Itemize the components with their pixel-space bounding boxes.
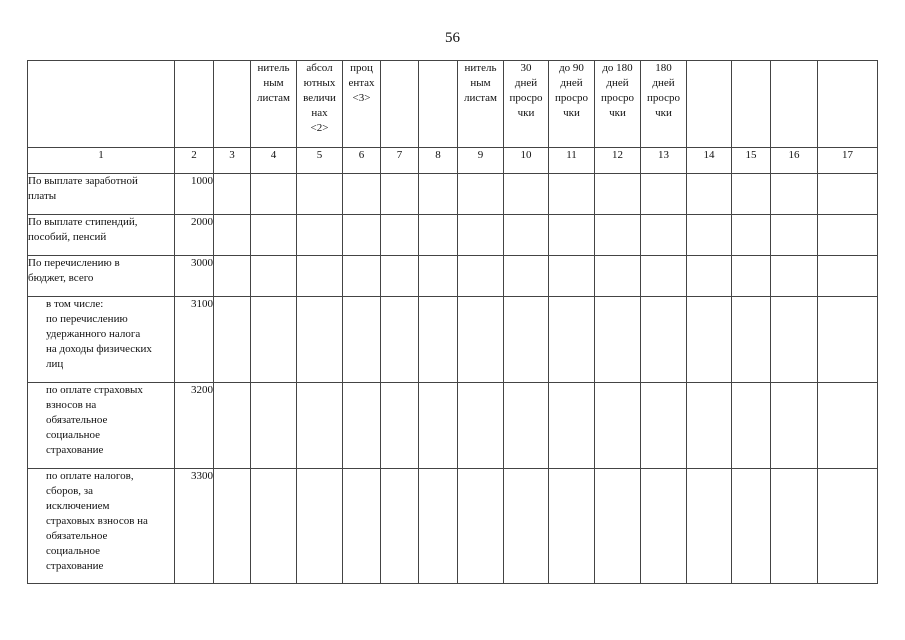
data-cell [818, 383, 878, 469]
row-code: 3100 [175, 297, 214, 383]
data-cell [687, 383, 732, 469]
data-cell [549, 469, 595, 584]
column-number: 12 [595, 148, 641, 174]
data-cell [343, 297, 381, 383]
data-cell [687, 297, 732, 383]
header-cell [771, 61, 818, 148]
data-cell [343, 215, 381, 256]
data-cell [297, 297, 343, 383]
data-cell [343, 256, 381, 297]
data-cell [419, 297, 458, 383]
column-number: 11 [549, 148, 595, 174]
data-cell [458, 215, 504, 256]
data-cell [458, 297, 504, 383]
data-cell [732, 256, 771, 297]
table-row [28, 383, 878, 469]
data-cell [251, 469, 297, 584]
row-code: 3300 [175, 469, 214, 584]
data-cell [297, 174, 343, 215]
data-cell [504, 174, 549, 215]
data-cell [595, 215, 641, 256]
page-number: 56 [445, 30, 460, 46]
data-cell [381, 256, 419, 297]
row-code: 3000 [175, 256, 214, 297]
data-cell [343, 174, 381, 215]
column-number: 15 [732, 148, 771, 174]
data-cell [504, 256, 549, 297]
data-cell [214, 297, 251, 383]
column-number: 8 [419, 148, 458, 174]
header-cell [381, 61, 419, 148]
row-code: 1000 [175, 174, 214, 215]
column-number: 4 [251, 148, 297, 174]
column-number: 3 [214, 148, 251, 174]
data-cell [251, 174, 297, 215]
column-number: 6 [343, 148, 381, 174]
data-cell [343, 383, 381, 469]
data-cell [214, 174, 251, 215]
table-row [28, 174, 878, 215]
data-cell [549, 297, 595, 383]
data-cell [687, 469, 732, 584]
header-cell [732, 61, 771, 148]
column-number: 16 [771, 148, 818, 174]
data-cell [251, 256, 297, 297]
table-row [28, 297, 878, 383]
data-cell [595, 174, 641, 215]
data-cell [297, 469, 343, 584]
data-cell [297, 215, 343, 256]
column-number: 7 [381, 148, 419, 174]
data-cell [504, 383, 549, 469]
data-cell [251, 215, 297, 256]
data-cell [214, 469, 251, 584]
data-cell [595, 297, 641, 383]
data-cell [381, 174, 419, 215]
data-cell [381, 469, 419, 584]
data-cell [504, 297, 549, 383]
row-code: 2000 [175, 215, 214, 256]
data-cell [687, 174, 732, 215]
data-cell [458, 469, 504, 584]
data-cell [641, 256, 687, 297]
header-row [28, 61, 878, 148]
data-cell [818, 174, 878, 215]
header-cell [175, 61, 214, 148]
row-label: По выплате стипендий, пособий, пенсий [28, 215, 175, 256]
data-cell [595, 256, 641, 297]
row-label: По перечислению в бюджет, всего [28, 256, 175, 297]
data-cell [641, 297, 687, 383]
header-cell: абсол ютных величи нах <2> [297, 61, 343, 148]
data-cell [641, 215, 687, 256]
data-cell [458, 174, 504, 215]
column-number-row [28, 148, 878, 174]
header-cell: до 90 дней просро чки [549, 61, 595, 148]
data-cell [419, 469, 458, 584]
data-cell [251, 297, 297, 383]
data-cell [641, 469, 687, 584]
data-cell [732, 469, 771, 584]
column-number: 10 [504, 148, 549, 174]
header-cell: 180 дней просро чки [641, 61, 687, 148]
column-number: 13 [641, 148, 687, 174]
data-cell [458, 256, 504, 297]
data-cell [732, 174, 771, 215]
data-cell [549, 383, 595, 469]
column-number: 1 [28, 148, 175, 174]
row-label: по оплате налогов, сборов, за исключением страховых взносов на обязательное социальное страхование [28, 469, 175, 584]
data-cell [549, 174, 595, 215]
data-cell [818, 256, 878, 297]
data-cell [549, 256, 595, 297]
data-cell [504, 469, 549, 584]
data-cell [818, 297, 878, 383]
row-label: по оплате страховых взносов на обязательное социальное страхование [28, 383, 175, 469]
data-cell [458, 383, 504, 469]
data-cell [419, 383, 458, 469]
data-cell [381, 297, 419, 383]
data-cell [771, 174, 818, 215]
report-table [27, 60, 878, 584]
data-cell [732, 215, 771, 256]
header-cell [687, 61, 732, 148]
data-cell [504, 215, 549, 256]
data-cell [214, 215, 251, 256]
column-number: 2 [175, 148, 214, 174]
table-row [28, 215, 878, 256]
data-cell [641, 383, 687, 469]
data-cell [687, 256, 732, 297]
data-cell [297, 256, 343, 297]
header-cell: до 180 дней просро чки [595, 61, 641, 148]
data-cell [771, 215, 818, 256]
data-cell [251, 383, 297, 469]
table-row [28, 469, 878, 584]
data-cell [595, 383, 641, 469]
data-cell [419, 256, 458, 297]
header-cell [28, 61, 175, 148]
data-cell [381, 383, 419, 469]
data-cell [214, 383, 251, 469]
column-number: 5 [297, 148, 343, 174]
data-cell [687, 215, 732, 256]
data-cell [595, 469, 641, 584]
data-cell [549, 215, 595, 256]
data-cell [771, 256, 818, 297]
header-cell: нитель ным листам [251, 61, 297, 148]
data-cell [419, 215, 458, 256]
header-cell [419, 61, 458, 148]
data-cell [214, 256, 251, 297]
data-cell [818, 469, 878, 584]
data-cell [343, 469, 381, 584]
header-cell: нитель ным листам [458, 61, 504, 148]
data-cell [771, 297, 818, 383]
data-cell [732, 297, 771, 383]
data-cell [732, 383, 771, 469]
header-cell: проц ентах <3> [343, 61, 381, 148]
data-cell [381, 215, 419, 256]
data-cell [818, 215, 878, 256]
column-number: 9 [458, 148, 504, 174]
header-cell [818, 61, 878, 148]
column-number: 14 [687, 148, 732, 174]
data-cell [419, 174, 458, 215]
header-cell: 30 дней просро чки [504, 61, 549, 148]
row-label: По выплате заработной платы [28, 174, 175, 215]
column-number: 17 [818, 148, 878, 174]
row-label: в том числе: по перечислению удержанного налога на доходы физических лиц [28, 297, 175, 383]
data-cell [771, 383, 818, 469]
header-cell [214, 61, 251, 148]
data-cell [297, 383, 343, 469]
data-cell [771, 469, 818, 584]
row-code: 3200 [175, 383, 214, 469]
data-cell [641, 174, 687, 215]
table-row [28, 256, 878, 297]
